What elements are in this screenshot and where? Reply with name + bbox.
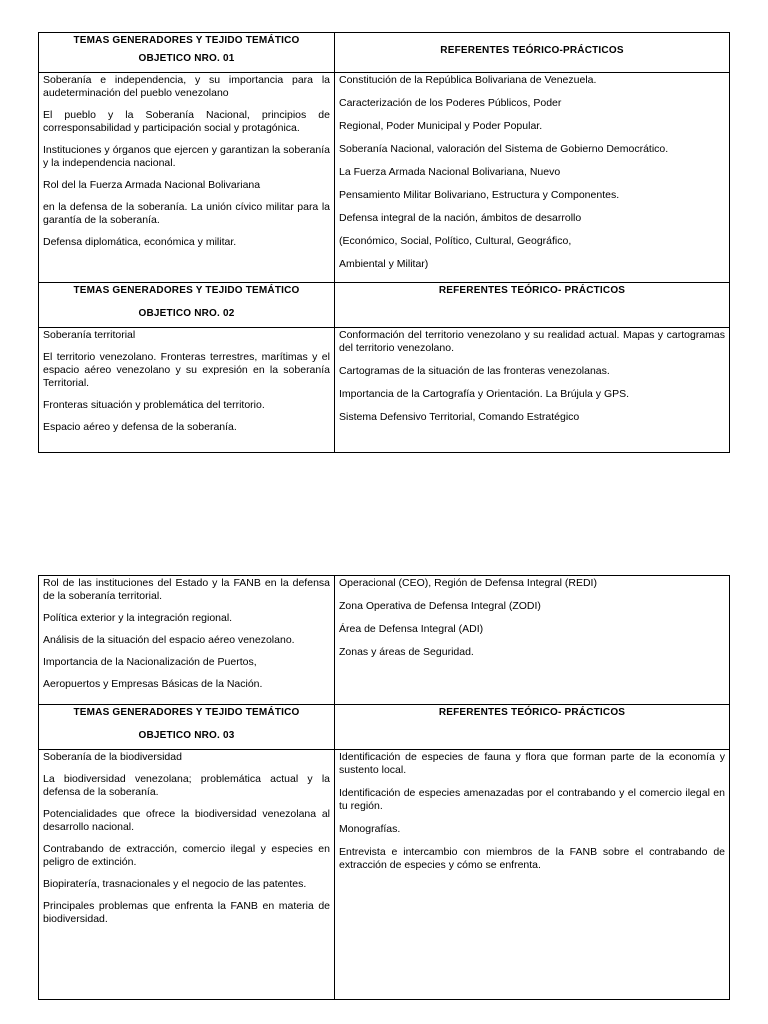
table-header-row	[39, 283, 730, 328]
list-item: La biodiversidad venezolana; problemática actual y la defensa de la soberanía.	[43, 773, 330, 798]
list-item: Espacio aéreo y defensa de la soberanía.	[43, 421, 237, 433]
header-title: TEMAS GENERADORES Y TEJIDO TEMÁTICO	[73, 285, 300, 296]
list-item: Cartogramas de la situación de las fronteras venezolanas.	[339, 365, 610, 377]
list-item: El pueblo y la Soberanía Nacional, principios de corresponsabilidad y participación social y protagónica.	[43, 109, 330, 134]
list-item: Rol de las instituciones del Estado y la FANB en la defensa de la soberanía territorial.	[43, 577, 330, 602]
table-objective-1-2	[38, 32, 730, 453]
table-cell	[39, 576, 335, 705]
header-title: TEMAS GENERADORES Y TEJIDO TEMÁTICO	[73, 35, 300, 46]
list-item: Potencialidades que ofrece la biodiversidad venezolana al desarrollo nacional.	[43, 808, 330, 833]
header-cell-left	[39, 33, 335, 73]
list-item: Regional, Poder Municipal y Poder Popular.	[339, 120, 543, 132]
list-item: Soberanía de la biodiversidad	[43, 751, 182, 763]
list-item: (Económico, Social, Político, Cultural, Geográfico,	[339, 235, 572, 247]
list-item: Política exterior y la integración regional.	[43, 612, 233, 624]
header-cell-left	[39, 283, 335, 328]
list-item: Área de Defensa Integral (ADI)	[339, 623, 484, 635]
list-item: Rol del la Fuerza Armada Nacional Bolivariana	[43, 179, 261, 191]
list-item: Sistema Defensivo Territorial, Comando Estratégico	[339, 411, 580, 423]
list-item: Conformación del territorio venezolano y su realidad actual. Mapas y cartogramas del territorio venezolano.	[339, 329, 725, 354]
table-cell	[39, 750, 335, 1000]
list-item: Soberanía territorial	[43, 329, 136, 341]
list-item: Análisis de la situación del espacio aéreo venezolano.	[43, 634, 295, 646]
list-item: Importancia de la Cartografía y Orientación. La Brújula y GPS.	[339, 388, 630, 400]
table-cell	[335, 576, 730, 705]
list-item: Constitución de la República Bolivariana de Venezuela.	[339, 74, 597, 86]
list-item: Identificación de especies amenazadas por el contrabando y el comercio ilegal en tu región.	[339, 787, 725, 812]
list-item: Ambiental y Militar)	[339, 258, 429, 270]
list-item: Operacional (CEO), Región de Defensa Integral (REDI)	[339, 577, 597, 589]
list-item: Defensa integral de la nación, ámbitos de desarrollo	[339, 212, 582, 224]
list-item: Caracterización de los Poderes Públicos, Poder	[339, 97, 562, 109]
table-cell	[335, 73, 730, 283]
header-title: REFERENTES TEÓRICO- PRÁCTICOS	[438, 285, 626, 296]
list-item: Aeropuertos y Empresas Básicas de la Nación.	[43, 678, 263, 690]
list-item: Monografías.	[339, 823, 401, 835]
list-item: Defensa diplomática, económica y militar.	[43, 236, 237, 248]
header-title: REFERENTES TEÓRICO- PRÁCTICOS	[438, 707, 626, 718]
list-item: Entrevista e intercambio con miembros de la FANB sobre el contrabando de extracción de especies y cómo se enfrenta.	[339, 846, 725, 871]
table-cell	[39, 328, 335, 453]
objective-number: OBJETICO NRO. 02	[138, 308, 235, 319]
header-cell-left	[39, 705, 335, 750]
list-item: Identificación de especies de fauna y flora que forman parte de la economía y sustento local.	[339, 751, 725, 776]
header-cell-right	[335, 283, 730, 328]
list-item: Soberanía e independencia, y su importancia para la audeterminación del pueblo venezolano	[43, 74, 330, 99]
list-item: El territorio venezolano. Fronteras terrestres, marítimas y el espacio aéreo venezolano y su expresión en la soberanía Territorial.	[43, 351, 330, 389]
table-row	[39, 73, 730, 283]
list-item: Contrabando de extracción, comercio ilegal y especies en peligro de extinción.	[43, 843, 330, 868]
header-cell-right	[335, 705, 730, 750]
list-item: Importancia de la Nacionalización de Puertos,	[43, 656, 257, 668]
table-row	[39, 328, 730, 453]
table-row	[39, 576, 730, 705]
list-item: Biopiratería, trasnacionales y el negocio de las patentes.	[43, 878, 307, 890]
list-item: Soberanía Nacional, valoración del Sistema de Gobierno Democrático.	[339, 143, 669, 155]
list-item: Pensamiento Militar Bolivariano, Estructura y Componentes.	[339, 189, 620, 201]
table-header-row	[39, 33, 730, 73]
table-cell	[335, 750, 730, 1000]
header-title: REFERENTES TEÓRICO-PRÁCTICOS	[440, 45, 624, 56]
header-cell-right	[335, 33, 730, 73]
objective-number: OBJETICO NRO. 01	[138, 53, 235, 64]
table-header-row	[39, 705, 730, 750]
table-cell	[335, 328, 730, 453]
list-item: Fronteras situación y problemática del territorio.	[43, 399, 265, 411]
list-item: Principales problemas que enfrenta la FANB en materia de biodiversidad.	[43, 900, 330, 925]
list-item: Zona Operativa de Defensa Integral (ZODI)	[339, 600, 541, 612]
table-objective-3	[38, 575, 730, 1000]
list-item: Zonas y áreas de Seguridad.	[339, 646, 474, 658]
table-cell	[39, 73, 335, 283]
list-item: La Fuerza Armada Nacional Bolivariana, Nuevo	[339, 166, 561, 178]
list-item: en la defensa de la soberanía. La unión cívico militar para la garantía de la soberanía.	[43, 201, 330, 226]
objective-number: OBJETICO NRO. 03	[138, 730, 235, 741]
header-title: TEMAS GENERADORES Y TEJIDO TEMÁTICO	[73, 707, 300, 718]
table-row	[39, 750, 730, 1000]
list-item: Instituciones y órganos que ejercen y garantizan la soberanía y la independencia nacional.	[43, 144, 330, 169]
